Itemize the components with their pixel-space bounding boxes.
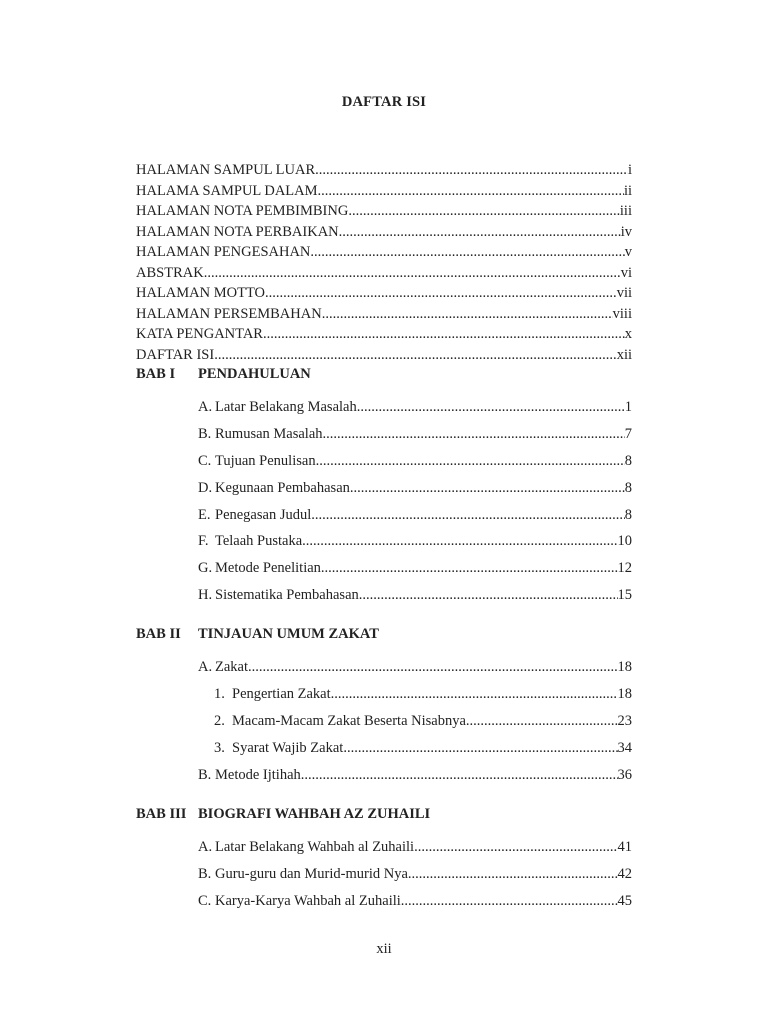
chapter-heading: [136, 624, 632, 644]
section-mark: 1.: [214, 685, 225, 702]
toc-entry-page: x: [624, 326, 632, 342]
chapter-number: BAB II: [136, 626, 181, 642]
toc-entry: [136, 222, 632, 243]
chapter-number: BAB III: [136, 806, 187, 822]
section-mark: D.: [198, 479, 213, 496]
toc-entry: [136, 283, 632, 304]
toc-entry-label: HALAMAN NOTA PEMBIMBING: [136, 203, 349, 219]
leader-dots: [265, 283, 617, 304]
chapter-heading: [136, 364, 632, 384]
leader-dots: [359, 582, 618, 609]
front-matter-list: [136, 160, 632, 365]
chapter-sections: [198, 834, 632, 915]
toc-entry: [198, 394, 632, 421]
toc-entry-label: Latar Belakang Masalah: [215, 399, 357, 415]
toc-entry-label: Zakat: [215, 659, 249, 675]
toc-entry-label: HALAMA SAMPUL DALAM: [136, 182, 318, 199]
toc-entry-label: HALAMAN PERSEMBAHAN: [136, 305, 322, 322]
section-mark: G.: [198, 560, 213, 577]
toc-entry-page: i: [627, 162, 632, 178]
toc-entry-page: v: [624, 244, 632, 260]
leader-dots: [315, 160, 628, 181]
toc-entry-label: Pengertian Zakat: [232, 685, 331, 702]
toc-entry-page: 23: [617, 712, 632, 729]
leader-dots: [343, 735, 617, 762]
chapter-sections: [198, 654, 632, 788]
section-mark: B.: [198, 766, 212, 783]
toc-entry-page: 36: [617, 766, 632, 783]
toc-entry: [136, 324, 632, 345]
toc-entry-label: HALAMAN NOTA PERBAIKAN: [136, 223, 339, 240]
leader-dots: [316, 448, 625, 475]
section-mark: A.: [198, 399, 213, 415]
toc-entry-label: Penegasan Judul: [215, 506, 312, 523]
section-mark: C.: [198, 892, 212, 909]
section-mark: A.: [198, 659, 213, 675]
chapter-title: TINJAUAN UMUM ZAKAT: [198, 626, 379, 642]
toc-subentry: [198, 681, 632, 708]
toc-entry-page: 45: [617, 892, 632, 909]
toc-entry-label: Metode Penelitian: [215, 560, 321, 577]
toc-entry-label: HALAMAN SAMPUL LUAR: [136, 162, 316, 178]
section-mark: F.: [198, 533, 209, 550]
section-mark: C.: [198, 452, 212, 469]
leader-dots: [331, 681, 618, 708]
toc-entry: [198, 421, 632, 448]
toc-entry-page: xii: [616, 346, 632, 363]
leader-dots: [323, 421, 625, 448]
toc-entry-label: DAFTAR ISI: [136, 346, 215, 363]
toc-entry-page: 7: [624, 425, 632, 442]
toc-entry-page: 10: [617, 533, 632, 550]
toc-entry-page: 42: [617, 865, 632, 882]
toc-entry-label: Latar Belakang Wahbah al Zuhaili: [215, 839, 415, 855]
section-mark: E.: [198, 506, 211, 523]
toc-entry-page: 41: [617, 839, 632, 855]
toc-entry: [198, 502, 632, 529]
toc-entry-label: Macam-Macam Zakat Beserta Nisabnya: [232, 712, 466, 729]
toc-entry: [198, 762, 632, 789]
leader-dots: [414, 834, 617, 861]
toc-entry-label: HALAMAN PENGESAHAN: [136, 244, 311, 260]
toc-subentry: [198, 708, 632, 735]
toc-entry-label: Syarat Wajib Zakat: [232, 739, 344, 756]
section-mark: A.: [198, 839, 213, 855]
section-mark: H.: [198, 587, 213, 604]
toc-entry: [198, 834, 632, 861]
toc-entry-page: 34: [617, 739, 632, 756]
leader-dots: [311, 502, 625, 529]
page-number: xii: [376, 941, 392, 957]
toc-entry-label: HALAMAN MOTTO: [136, 285, 266, 301]
toc-entry-label: Rumusan Masalah: [215, 425, 323, 442]
leader-dots: [350, 475, 625, 502]
toc-entry: [136, 242, 632, 263]
chapter-sections: [198, 394, 632, 609]
toc-subentry: [198, 735, 632, 762]
toc-entry: [198, 528, 632, 555]
toc-entry-label: Metode Ijtihah: [215, 766, 301, 783]
toc-entry-label: Kegunaan Pembahasan: [215, 479, 350, 496]
toc-entry-page: 1: [624, 399, 632, 415]
toc-entry: [198, 448, 632, 475]
toc-entry: [198, 888, 632, 915]
section-mark: B.: [198, 425, 212, 442]
toc-entry-label: ABSTRAK: [136, 264, 204, 281]
leader-dots: [318, 181, 624, 202]
leader-dots: [357, 394, 625, 421]
toc-entry-page: viii: [612, 305, 632, 322]
toc-entry-label: KATA PENGANTAR: [136, 326, 263, 342]
toc-entry-page: 15: [617, 587, 632, 604]
chapter-title: BIOGRAFI WAHBAH AZ ZUHAILI: [198, 806, 431, 822]
leader-dots: [408, 861, 618, 888]
toc-entry-page: 18: [617, 685, 632, 702]
section-mark: 2.: [214, 712, 225, 729]
section-mark: B.: [198, 865, 212, 882]
leader-dots: [301, 762, 618, 789]
toc-entry: [136, 181, 632, 202]
toc-entry-label: Guru-guru dan Murid-murid Nya: [215, 865, 408, 882]
leader-dots: [466, 708, 618, 735]
leader-dots: [322, 304, 613, 325]
leader-dots: [214, 345, 616, 366]
toc-entry-page: ii: [623, 182, 632, 199]
toc-entry-page: iii: [619, 203, 632, 219]
leader-dots: [302, 528, 617, 555]
toc-entry: [198, 582, 632, 609]
toc-entry: [198, 475, 632, 502]
toc-entry: [198, 654, 632, 681]
toc-entry-page: vi: [620, 264, 632, 281]
page-title: DAFTAR ISI: [341, 94, 427, 110]
toc-entry: [136, 345, 632, 366]
chapter-number: BAB I: [136, 366, 176, 382]
chapter-title: PENDAHULUAN: [198, 366, 311, 382]
toc-entry-page: iv: [620, 223, 632, 240]
toc-entry-page: 8: [624, 452, 632, 469]
toc-entry: [198, 555, 632, 582]
toc-entry: [136, 304, 632, 325]
section-mark: 3.: [214, 739, 225, 756]
chapter-heading: [136, 804, 632, 824]
leader-dots: [321, 555, 618, 582]
toc-entry-page: 8: [624, 479, 632, 496]
toc-entry-label: Sistematika Pembahasan: [215, 587, 359, 604]
leader-dots: [248, 654, 617, 681]
toc-entry: [136, 263, 632, 284]
leader-dots: [339, 222, 621, 243]
leader-dots: [310, 242, 624, 263]
leader-dots: [348, 201, 620, 222]
toc-entry-page: 12: [617, 560, 632, 577]
leader-dots: [204, 263, 621, 284]
leader-dots: [401, 888, 618, 915]
toc-entry: [136, 160, 632, 181]
toc-entry: [136, 201, 632, 222]
toc-entry: [198, 861, 632, 888]
toc-entry-page: 18: [617, 659, 632, 675]
toc-entry-label: Tujuan Penulisan: [215, 452, 316, 469]
toc-entry-page: 8: [624, 506, 632, 523]
toc-entry-label: Karya-Karya Wahbah al Zuhaili: [215, 892, 401, 909]
leader-dots: [263, 324, 625, 345]
toc-entry-page: vii: [616, 285, 632, 301]
toc-entry-label: Telaah Pustaka: [215, 533, 303, 550]
